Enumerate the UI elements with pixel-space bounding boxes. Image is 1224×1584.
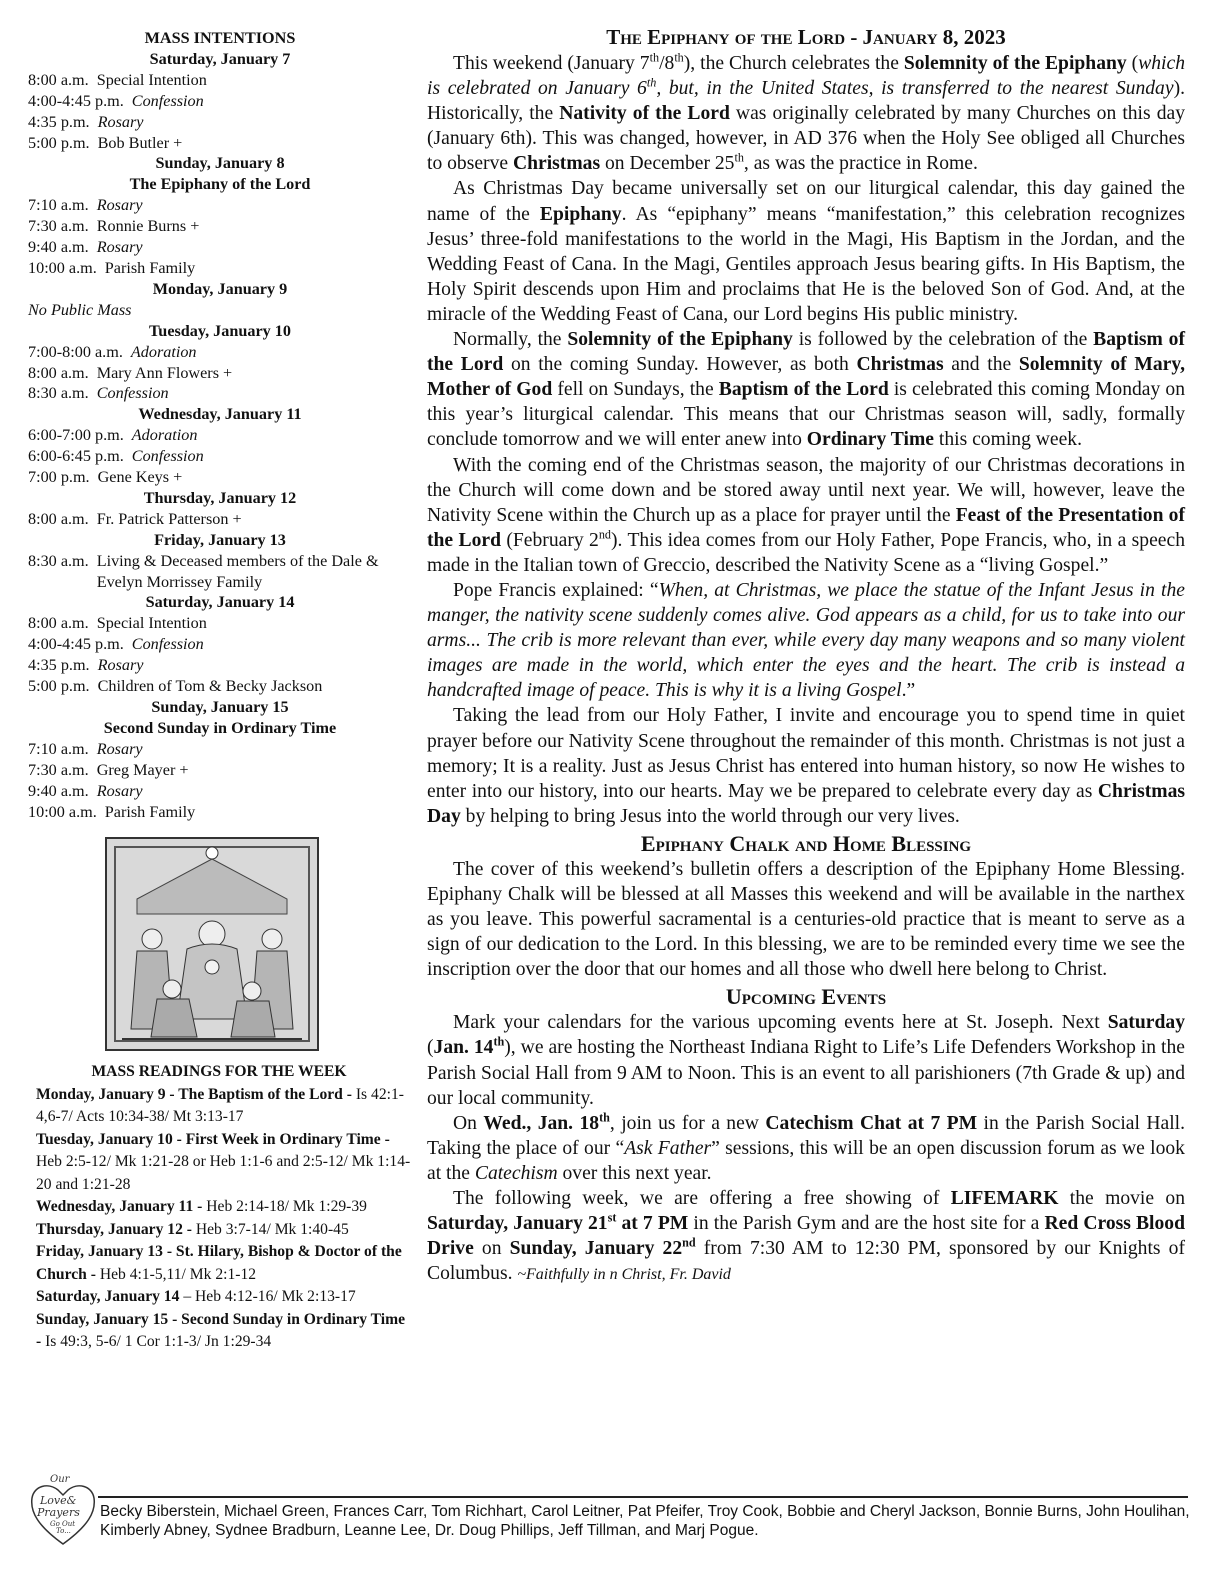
day-heading: Sunday, January 15 [151,698,289,716]
intention-text: Special Intention [96,614,207,633]
intention-time: 6:00-6:45 p.m. [28,447,124,466]
reading-day: Friday, January 13 - St. Hilary, Bishop & Doctor of the Church - [36,1243,402,1283]
intention-time: 5:00 p.m. [28,133,90,152]
magi-adoration-image [107,839,317,1049]
intention-entry [28,342,412,363]
intention-entry [28,509,412,530]
intention-text: Children of Tom & Becky Jackson [97,677,323,696]
reading-refs: Heb 4:1-5,11/ Mk 2:1-12 [99,1265,257,1283]
day-heading: Friday, January 13 [154,530,286,549]
intention-entry [28,258,412,279]
intention-time: 7:30 a.m. [28,760,89,779]
intention-entry [28,195,412,216]
svg-text:Our: Our [50,1474,70,1485]
reading-entry [36,1196,412,1219]
intention-time: 9:40 a.m. [28,238,89,257]
intention-text: Special Intention [96,70,207,89]
intention-entry [28,383,412,404]
intention-entry [28,676,412,697]
intention-text: Rosary [96,238,143,257]
intention-entry [28,425,412,446]
reading-refs: Is 42:1-4,6-7/ Acts 10:34-38/ Mt 3:13-17 [36,1085,404,1126]
intention-text: Rosary [96,781,143,800]
footer-divider [98,1496,1188,1498]
intention-text: Bob Butler + [97,133,183,152]
event-lifemark-blood-drive: The following week, we are offering a free showing of LIFEMARK the movie on Saturday, January 21st at 7 PM in the Parish Gym and are the host site for a Red Cross Blood Drive on Sunday, January 22nd from 7:30 AM to 12:30 PM, sponsored by our Knights of Columbus. ~Faithfully in n Christ, Fr. David [427,1188,1186,1285]
reading-entry [36,1286,412,1309]
day-heading: Monday, January 9 [152,279,288,298]
intention-time: 5:00 p.m. [28,677,90,696]
reading-day: Monday, January 9 - The Baptism of the Lord - [36,1085,356,1103]
intention-entry [28,655,412,676]
intention-entry [28,467,412,488]
intention-entry [28,300,412,321]
intention-text: Greg Mayer + [96,760,189,779]
intention-text: Rosary [97,112,144,131]
intention-time: 10:00 a.m. [28,802,97,821]
readings-list [36,1084,412,1354]
intention-text: Parish Family [104,802,196,821]
intention-text: Parish Family [104,258,196,277]
intention-time: 8:00 a.m. [28,614,89,633]
chalk-blessing-heading: Epiphany Chalk and Home Blessing [640,830,972,856]
intention-entry [28,216,412,237]
reading-refs: Heb 2:14-18/ Mk 1:29-39 [206,1198,367,1216]
intention-time: 6:00-7:00 p.m. [28,426,124,445]
reading-entry [36,1129,412,1197]
intention-time: 8:00 a.m. [28,509,89,528]
intention-text: Fr. Patrick Patterson + [96,509,242,528]
mass-readings [28,1061,412,1354]
intention-text: Adoration [130,342,197,361]
intention-time: 7:30 a.m. [28,217,89,236]
intention-entry [28,739,412,760]
article-paragraph-2: As Christmas Day became universally set on our liturgical calendar, this day gained the name of the Epiphany. As “epiphany” means “manifestation,” this celebration recognizes Jesus’ three-fold manifestations to the world in the Magi, His Baptism in the Jordan, and the Wedding Feast of Cana. In the Magi, Gentiles approach Jesus bearing gifts. In His Baptism, the Holy Spirit descends upon Him and proclaims that He is the beloved Son of God. And, at the miracle of the Wedding Feast of Cana, our Lord begins His public ministry. [427,178,1185,325]
reading-day: Thursday, January 12 - [36,1220,196,1238]
mass-intentions-list [28,49,412,823]
day-heading: Tuesday, January 10 [149,321,291,340]
intention-text: Confession [131,91,204,110]
intention-text: Ronnie Burns + [96,217,200,236]
reading-refs: – Heb 4:12-16/ Mk 2:13-17 [183,1288,356,1306]
mass-intentions-column [28,28,412,1354]
intention-entry [28,446,412,467]
intention-text: Confession [131,635,204,654]
svg-text:Prayers: Prayers [37,1506,80,1519]
intention-text: Living & Deceased members of the Dale & Evelyn Morrissey Family [96,551,379,591]
intention-text: Rosary [97,656,144,675]
intention-text: No Public Mass [28,300,132,319]
intention-entry [28,112,412,133]
nativity-engraving [105,837,319,1051]
pope-francis-quote: Pope Francis explained: “When, at Christmas, we place the statue of the Infant Jesus in the manger, the nativity scene suddenly comes alive. God appears as a child, for us to take into our arms... The crib is more relevant than ever, while every day many weapons and so many violent images are made in the world, which enter the eyes and the heart. The crib is instead a handcrafted image of peace. This is why it is a living Gospel.” [427,579,1185,702]
intention-entry [28,613,412,634]
intention-text: Mary Ann Flowers + [96,363,233,382]
intention-time: 8:30 a.m. [28,551,89,570]
svg-text:To...: To... [56,1527,71,1535]
reading-entry [36,1219,412,1242]
intention-text: Confession [131,447,204,466]
event-catechism-chat: On Wed., Jan. 18th, join us for a new Catechism Chat at 7 PM in the Parish Social Hall. Taking the place of our “Ask Father” sessions, this will be an open discussion forum as we look at the Catechism over this next year. [427,1110,1185,1184]
intention-entry [28,781,412,802]
article-paragraph-1: This weekend (January 7th/8th), the Church celebrates the Solemnity of the Epiphany (which is celebrated on January 6th, but, in the United States, is transferred to the nearest Sunday). Historically, the Nativity of the Lord was originally celebrated by many Churches on this day (January 6th). This was changed, however, in AD 376 when the Holy See obliged all Churches to observe Christmas on December 25th, as was the practice in Rome. [427,50,1185,175]
intention-time: 4:35 p.m. [28,656,90,675]
reading-day: Saturday, January 14 [36,1288,184,1306]
intention-text: Adoration [131,426,198,445]
intention-time: 7:10 a.m. [28,196,89,215]
prayer-names: Becky Biberstein, Michael Green, Frances Carr, Tom Richhart, Carol Leitner, Pat Pfeifer, Troy Cook, Bobbie and Cheryl Jackson, Bonnie Burns, John Houlihan, Kimberly Abney, Sydnee Bradburn, Leanne Lee, Dr. Doug Phillips, Jeff Tillman, and Marj Pogue. [100,1503,1190,1539]
intention-text: Gene Keys + [97,468,183,487]
reading-refs: Heb 3:7-14/ Mk 1:40-45 [195,1220,349,1238]
reading-day: Sunday, January 15 - Second Sunday in Ordinary Time - [36,1310,406,1351]
day-heading: Saturday, January 7 [149,49,291,68]
intention-entry [28,634,412,655]
intention-entry [28,237,412,258]
intention-text: Confession [96,384,169,403]
article-paragraph-6: Taking the lead from our Holy Father, I invite and encourage you to spend time in quiet prayer before our Nativity Scene throughout the remainder of this month. Christmas is not just a memory; It is a reality. Just as Jesus Christ has entered into human history, so now He wishes to enter into our history, into our hearts. May we be prepared to celebrate every day as Christmas Day by helping to bring Jesus into the world through our very lives. [427,705,1185,827]
intention-entry [28,363,412,384]
article-paragraph-4: With the coming end of the Christmas season, the majority of our Christmas decorations in the Church will come down and be stored away until next year. We will, however, leave the Nativity Scene within the Church up as a place for prayer until the Feast of the Presentation of the Lord (February 2nd). This idea comes from our Holy Father, Pope Francis, who, in a speech made in the Italian town of Greccio, described the Nativity Scene as a “living Gospel.” [427,454,1185,576]
reading-entry [36,1084,412,1129]
love-and-prayers-logo [28,1468,98,1548]
intention-entry [28,133,412,154]
mass-intentions-title: MASS INTENTIONS [144,29,296,47]
intention-entry [28,760,412,781]
reading-day: Tuesday, January 10 - First Week in Ordinary Time - [36,1130,390,1148]
intention-entry [28,802,412,823]
article-title: The Epiphany of the Lord - January 8, 2023 [606,25,1006,49]
intention-time: 8:30 a.m. [28,384,89,403]
intention-time: 4:00-4:45 p.m. [28,635,124,654]
intention-time: 4:35 p.m. [28,112,90,131]
intention-time: 7:00-8:00 a.m. [28,342,123,361]
article-paragraph-3: Normally, the Solemnity of the Epiphany is followed by the celebration of the Baptism of the Lord on the coming Sunday. However, as both Christmas and the Solemnity of Mary, Mother of God fell on Sundays, the Baptism of the Lord is celebrated this coming Monday on this year’s liturgical calendar. This means that our Christmas season will, sadly, formally conclude tomorrow and we will enter anew into Ordinary Time this coming week. [427,329,1186,451]
readings-title: MASS READINGS FOR THE WEEK [91,1063,347,1081]
intention-time: 7:10 a.m. [28,739,89,758]
event-right-to-life: Mark your calendars for the various upcoming events here at St. Joseph. Next Saturday (Jan. 14th), we are hosting the Northeast Indiana Right to Life’s Life Defenders Workshop in the Parish Social Hall from 9 AM to Noon. This is an event to all parishioners (7th Grade & up) and our local community. [427,1012,1185,1109]
day-subtitle: The Epiphany of the Lord [129,175,311,194]
reading-refs: Heb 2:5-12/ Mk 1:21-28 or Heb 1:1-6 and 2:5-12/ Mk 1:14-20 and 1:21-28 [36,1153,411,1193]
day-heading: Thursday, January 12 [143,488,297,507]
chalk-blessing-text: The cover of this weekend’s bulletin offers a description of the Epiphany Home Blessing. Epiphany Chalk will be blessed at all Masses this weekend and will be available in the narthex as you leave. This powerful sacramental is a centuries-old practice that is meant to serve as a sign of our dedication to the Lord. In this blessing, we are to be reminded every time we see the inscription over the door that our homes and all those who dwell here belong to Christ. [427,858,1185,981]
intention-entry [28,551,412,593]
day-heading: Saturday, January 14 [145,593,295,612]
day-heading: Sunday, January 8 [155,154,285,173]
intention-time: 10:00 a.m. [28,258,97,277]
intention-entry [28,70,412,91]
intention-text: Rosary [96,739,143,758]
day-subtitle: Second Sunday in Ordinary Time [103,718,337,737]
reading-refs: Is 49:3, 5-6/ 1 Cor 1:1-3/ Jn 1:29-34 [45,1333,272,1351]
upcoming-events-heading: Upcoming Events [725,984,887,1010]
day-heading: Wednesday, January 11 [138,405,302,424]
intention-time: 4:00-4:45 p.m. [28,91,124,110]
svg-text:Go Out: Go Out [50,1520,76,1528]
reading-entry [36,1241,412,1286]
epiphany-article [427,24,1185,1287]
reading-entry [36,1309,412,1354]
intention-time: 7:00 p.m. [28,468,90,487]
signature: ~Faithfully in n Christ, Fr. David [517,1266,731,1284]
intention-time: 9:40 a.m. [28,781,89,800]
intention-time: 8:00 a.m. [28,70,89,89]
intention-entry [28,91,412,112]
svg-text:Love&: Love& [40,1494,77,1507]
intention-text: Rosary [96,196,143,215]
intention-time: 8:00 a.m. [28,363,89,382]
reading-day: Wednesday, January 11 - [36,1198,207,1216]
